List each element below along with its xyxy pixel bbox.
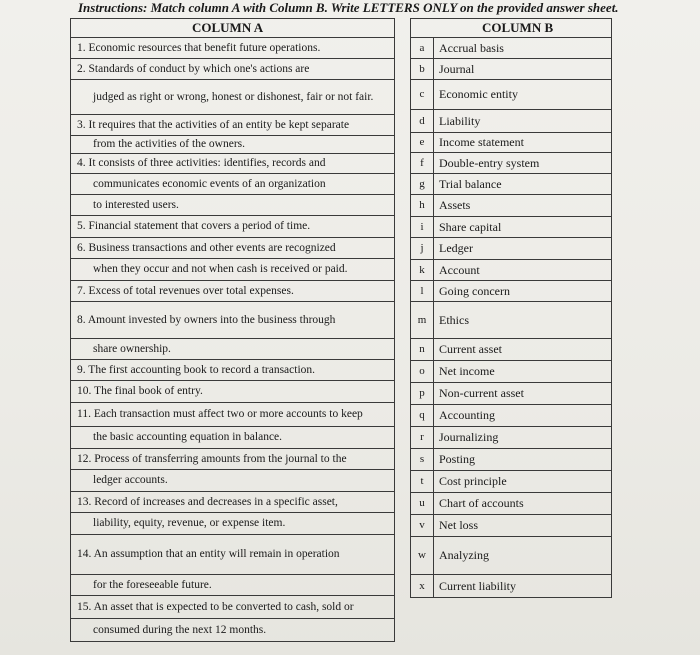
column-a-row: share ownership.: [70, 339, 395, 360]
column-a-row: 11. Each transaction must affect two or more accounts to keep: [70, 403, 395, 427]
column-b-letter: o: [410, 361, 434, 383]
column-b-letter: s: [410, 449, 434, 471]
column-b-letter: g: [410, 174, 434, 195]
column-a-row: liability, equity, revenue, or expense item.: [70, 513, 395, 535]
column-b-term: Posting: [434, 449, 612, 471]
column-a-row: judged as right or wrong, honest or dishonest, fair or not fair.: [70, 80, 395, 115]
column-a-row: the basic accounting equation in balance.: [70, 427, 395, 449]
column-a-row: 13. Record of increases and decreases in a specific asset,: [70, 492, 395, 513]
column-a-row: 8. Amount invested by owners into the business through: [70, 302, 395, 339]
column-a-row: 12. Process of transferring amounts from the journal to the: [70, 449, 395, 470]
column-a-row: 2. Standards of conduct by which one's actions are: [70, 59, 395, 80]
column-b-letter: t: [410, 471, 434, 493]
column-b-letter: r: [410, 427, 434, 449]
column-a-row: communicates economic events of an organization: [70, 174, 395, 195]
column-b-letter: e: [410, 133, 434, 153]
column-b-term: Ethics: [434, 302, 612, 339]
column-b-letter: f: [410, 153, 434, 174]
column-a-row: 4. It consists of three activities: identifies, records and: [70, 154, 395, 174]
instructions: Instructions: Match column A with Column B. Write LETTERS ONLY on the provided answer sheet.: [78, 0, 619, 15]
column-b-letter: p: [410, 383, 434, 405]
column-b-letter: x: [410, 575, 434, 598]
column-b-term: Current asset: [434, 339, 612, 361]
column-b-term: Chart of accounts: [434, 493, 612, 515]
column-b-letter: l: [410, 281, 434, 302]
column-b-letter: d: [410, 110, 434, 133]
column-b-term: Share capital: [434, 217, 612, 238]
column-b-term: Current liability: [434, 575, 612, 598]
column-a-row: 14. An assumption that an entity will remain in operation: [70, 535, 395, 575]
column-b-term: Double-entry system: [434, 153, 612, 174]
column-b-letter: c: [410, 80, 434, 110]
column-b-letter: v: [410, 515, 434, 537]
column-a-row: from the activities of the owners.: [70, 136, 395, 154]
column-a-row: 1. Economic resources that benefit future operations.: [70, 38, 395, 59]
column-b-letter: m: [410, 302, 434, 339]
column-b-letter: a: [410, 38, 434, 59]
column-b-term: Analyzing: [434, 537, 612, 575]
column-a-row: 15. An asset that is expected to be converted to cash, sold or: [70, 596, 395, 619]
column-a-row: 9. The first accounting book to record a transaction.: [70, 360, 395, 381]
column-b-letter: n: [410, 339, 434, 361]
column-b-term: Ledger: [434, 238, 612, 260]
column-b-letter: b: [410, 59, 434, 80]
column-a-row: for the foreseeable future.: [70, 575, 395, 596]
column-a-row: 6. Business transactions and other events are recognized: [70, 238, 395, 259]
column-a-row: 5. Financial statement that covers a period of time.: [70, 216, 395, 238]
column-b-letter: i: [410, 217, 434, 238]
column-b-term: Net income: [434, 361, 612, 383]
column-b-term: Journal: [434, 59, 612, 80]
column-b-letter: k: [410, 260, 434, 281]
column-b-term: Liability: [434, 110, 612, 133]
column-b-term: Trial balance: [434, 174, 612, 195]
column-a-row: consumed during the next 12 months.: [70, 619, 395, 642]
column-b-term: Accrual basis: [434, 38, 612, 59]
column-b-term: Account: [434, 260, 612, 281]
column-b-header: COLUMN B: [482, 20, 554, 35]
column-b-term: Cost principle: [434, 471, 612, 493]
column-b-term: Net loss: [434, 515, 612, 537]
column-b-letter: w: [410, 537, 434, 575]
column-b-letter: u: [410, 493, 434, 515]
column-b-term: Income statement: [434, 133, 612, 153]
column-b-term: Accounting: [434, 405, 612, 427]
column-a-header: COLUMN A: [192, 20, 264, 35]
column-a-row: 3. It requires that the activities of an entity be kept separate: [70, 115, 395, 136]
column-a-row: 7. Excess of total revenues over total expenses.: [70, 281, 395, 302]
column-a-row: to interested users.: [70, 195, 395, 216]
column-b-term: Non-current asset: [434, 383, 612, 405]
column-b-term: Economic entity: [434, 80, 612, 110]
column-b-term: Journalizing: [434, 427, 612, 449]
column-a-row: when they occur and not when cash is received or paid.: [70, 259, 395, 281]
column-b-term: Assets: [434, 195, 612, 217]
column-b-term: Going concern: [434, 281, 612, 302]
column-b-letter: q: [410, 405, 434, 427]
column-b-letter: j: [410, 238, 434, 260]
column-b-letter: h: [410, 195, 434, 217]
column-a-row: 10. The final book of entry.: [70, 381, 395, 403]
column-a-row: ledger accounts.: [70, 470, 395, 492]
